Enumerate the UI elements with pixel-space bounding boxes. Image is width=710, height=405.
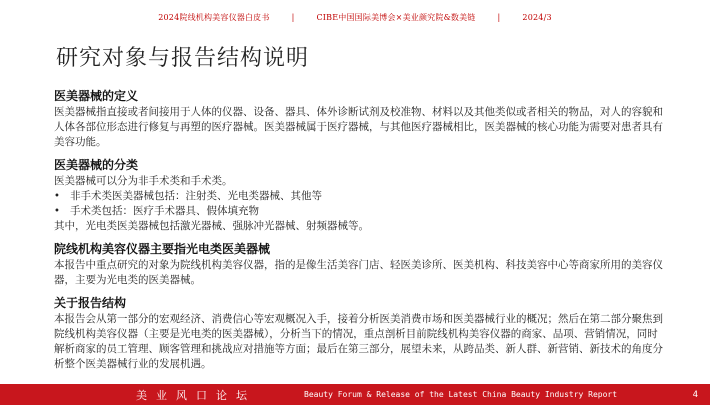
footer-english-title: Beauty Forum & Release of the Latest China Beauty Industry Report [304,390,618,399]
main-content [54,88,664,379]
page-footer [0,384,710,405]
page-number: 4 [692,389,698,400]
section-structure [54,295,664,372]
section-body: 医美器械指直接或者间接用于人体的仪器、设备、器具、体外诊断试剂及校准物、材料以及其他类似或者相关的物品，对人的容貌和人体各部位形态进行修复与再塑的医疗器械。医美器械属于医疗器械，与其他医疗器械相比，医美器械的核心功能为需要对患者具有美容功能。 [54,106,663,148]
list-item: • 非手术类医美器械包括：注射类、光电类器械、其他等 [54,189,664,204]
header-report-title: 2024院线机构美容仪器白皮书 [158,12,270,22]
list-item: • 手术类包括：医疗手术器具、假体填充物 [54,204,664,219]
section-body: 本报告中重点研究的对象为院线机构美容仪器，指的是像生活美容门店、轻医美诊所、医美机构、科技美容中心等商家所用的美容仪器，主要为光电类的医美器械。 [54,259,663,286]
header-separator: | [291,12,295,22]
section-outro: 其中，光电类医美器械包括激光器械、强脉冲光器械、射频器械等。 [54,220,369,232]
section-heading: 院线机构美容仪器主要指光电类医美器械 [54,242,271,256]
section-heading: 医美器械的分类 [54,158,139,172]
section-definition [54,88,664,150]
page-header [0,0,710,34]
section-heading: 医美器械的定义 [54,89,139,103]
section-heading: 关于报告结构 [54,296,127,310]
section-body: 本报告会从第一部分的宏观经济、消费信心等宏观概况入手，接着分析医美消费市场和医美器械行业的概况；然后在第二部分聚焦到院线机构美容仪器（主要是光电类的医美器械），分析当下的情况，重点剖析目前院线机构美容仪器的商家、品项、营销情况，同时解析商家的员工管理、顾客管理和挑战应对措施等方面；最后在第三部分，展望未来，从跨品类、新人群、新营销、新技术的角度分析整个医美器械行业的发展机遇。 [54,313,663,370]
section-classification [54,157,664,234]
page-title: 研究对象与报告结构说明 [56,46,310,71]
header-date: 2024/3 [522,12,552,22]
footer-brand: 美业风口论坛 [136,388,256,402]
section-intro: 医美器械可以分为非手术类和手术类。 [54,175,233,187]
header-publisher: CIBE中国国际美博会×美业颜究院&数美链 [316,12,476,22]
classification-list [54,189,664,219]
header-separator: | [497,12,501,22]
section-focus [54,241,664,288]
